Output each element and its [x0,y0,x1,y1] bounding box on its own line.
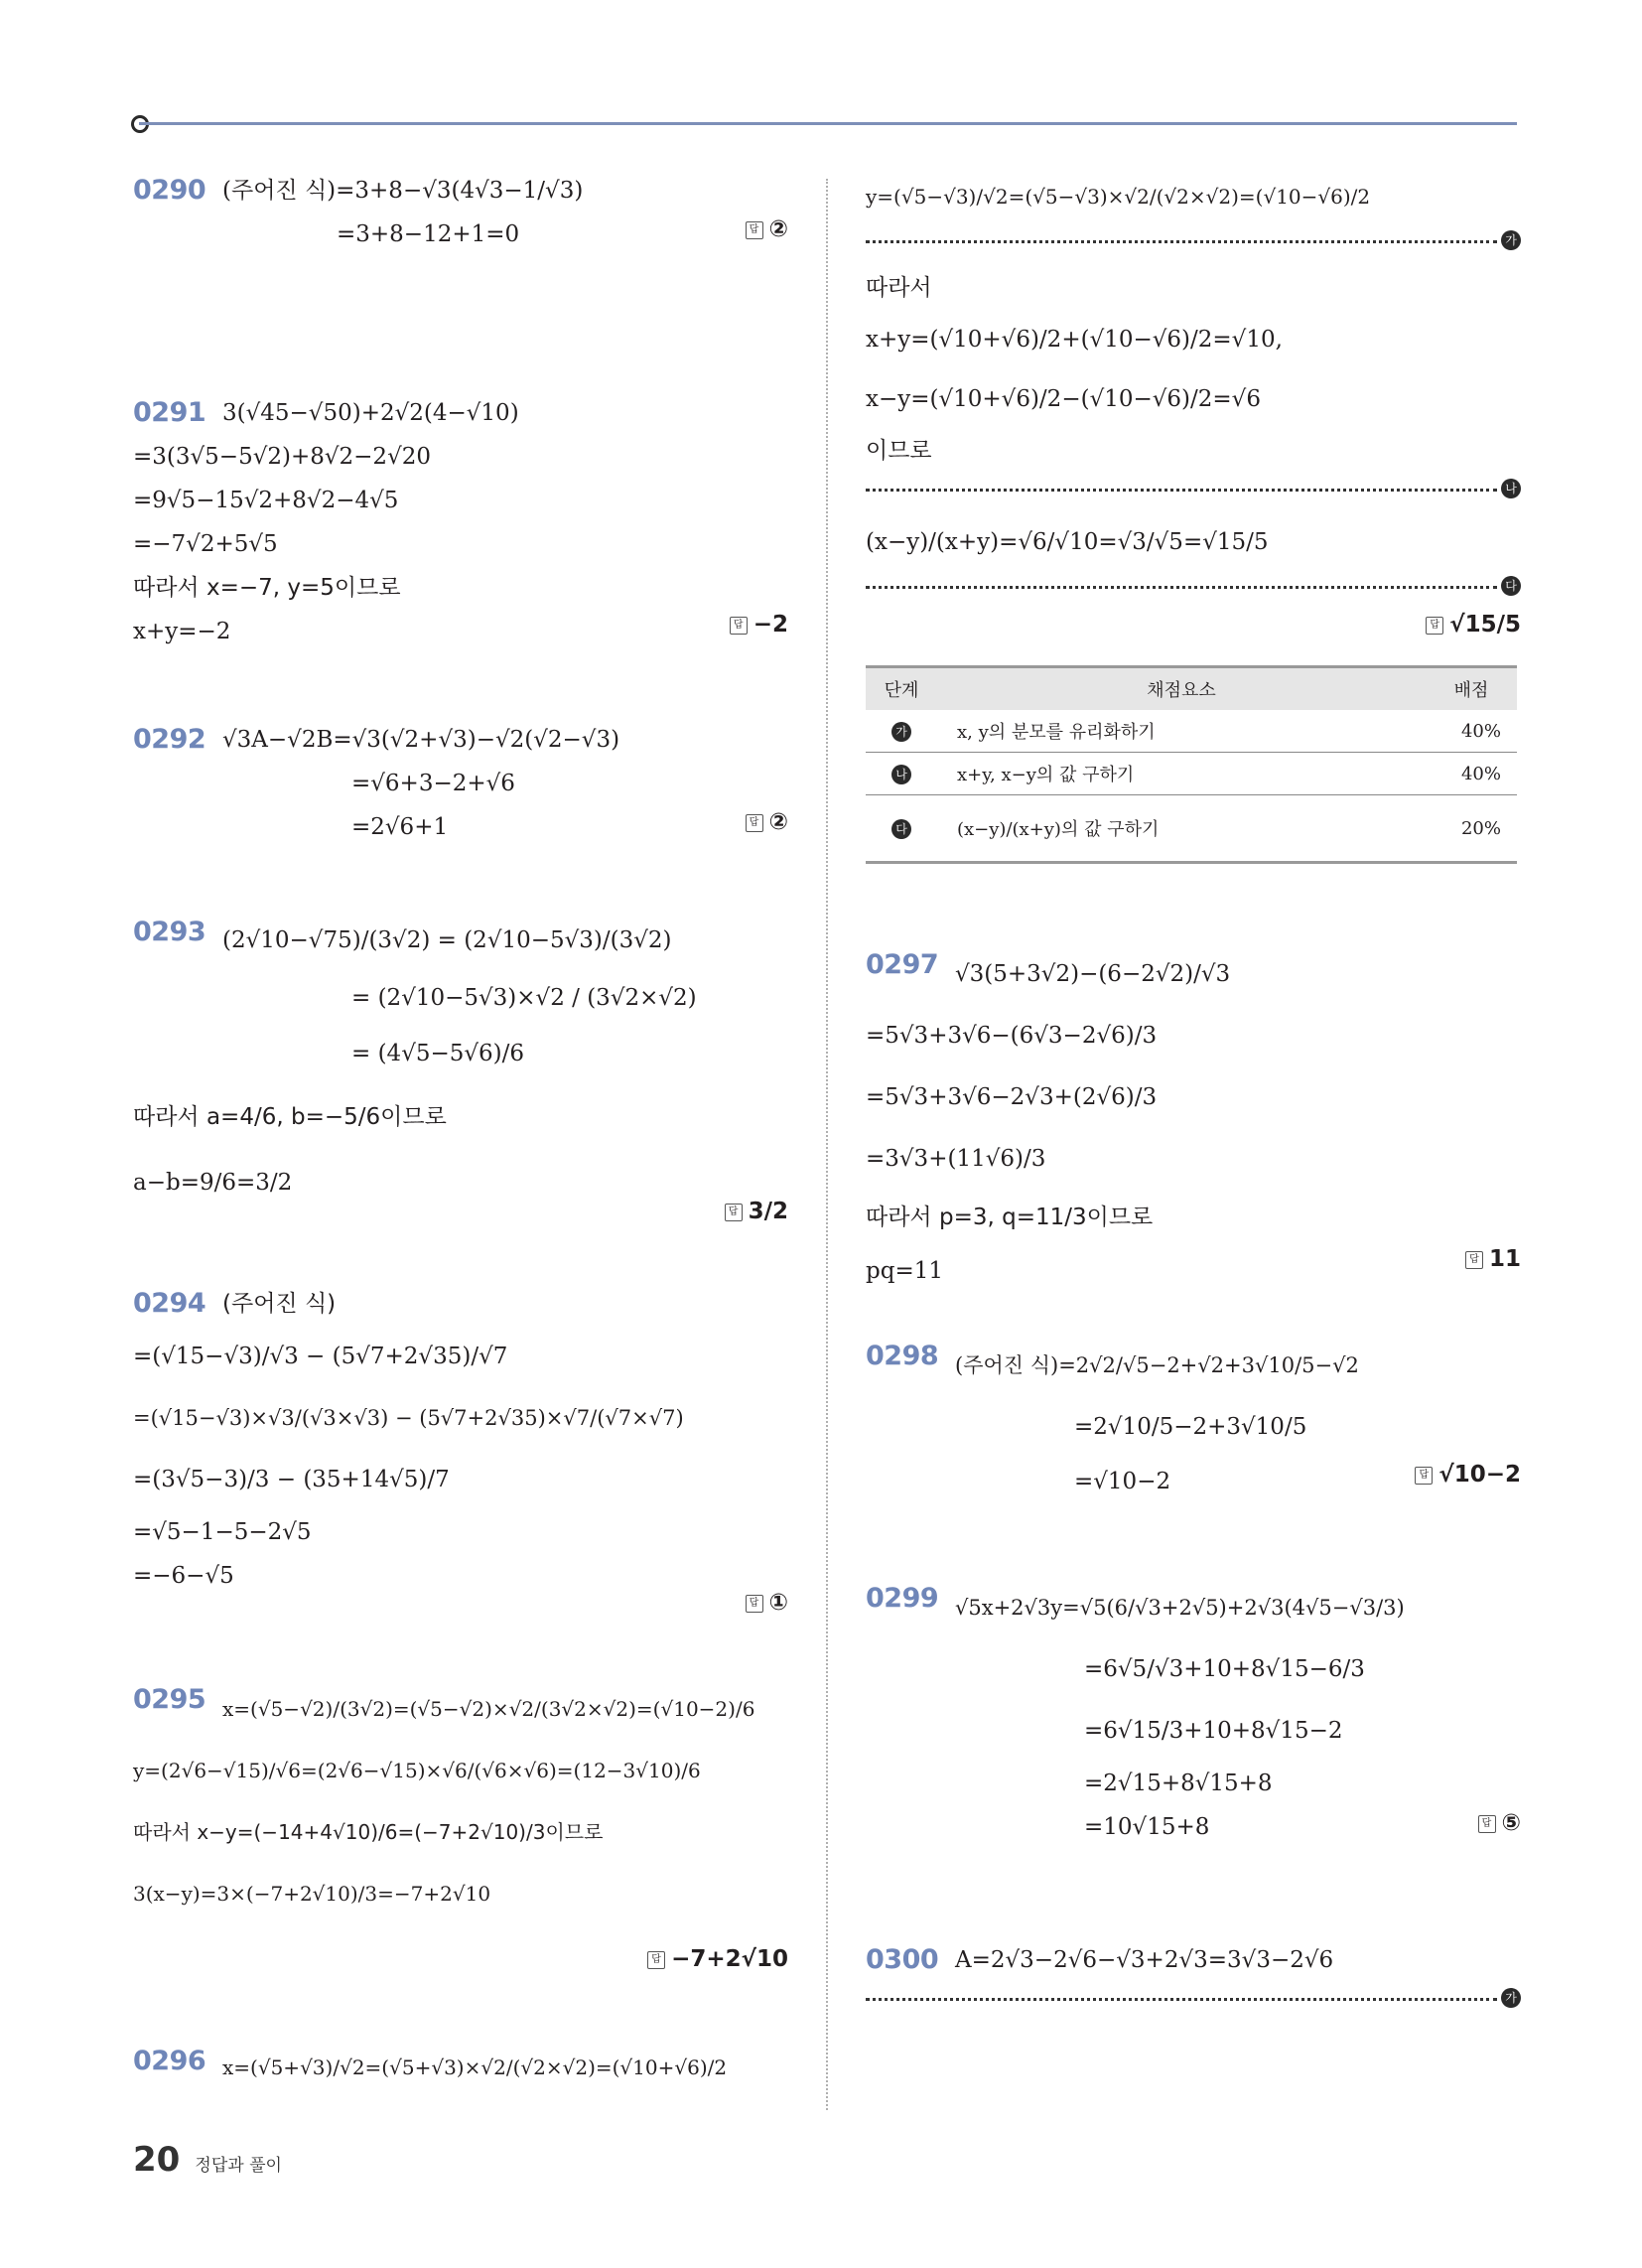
solution-line: 따라서 p=3, q=11/3이므로 [866,1205,1154,1230]
problem-0299 [866,1577,1521,1905]
answer-icon: 답 [1465,1251,1483,1269]
problem-0296 [133,2040,788,2119]
step-na-icon: 나 [1501,479,1521,498]
solution-line: √3A−√2B=√3(√2+√3)−√2(√2−√3) [222,727,620,753]
solution-line: = (4√5−5√6)/6 [351,1041,525,1066]
table-cell: (x−y)/(x+y)의 값 구하기 [937,795,1426,863]
solution-line: 따라서 [866,275,932,301]
solution-line: =5√3+3√6−2√3+(2√6)/3 [866,1084,1158,1110]
step-na-icon: 나 [891,765,911,784]
solution-line: =5√3+3√6−(6√3−2√6)/3 [866,1023,1158,1049]
answer-icon: 답 [1426,617,1443,635]
scoring-table [866,665,1517,864]
solution-line: y=(2√6−√15)/√6=(2√6−√15)×√6/(√6×√6)=(12−3√10)/6 [133,1759,701,1782]
solution-line: =−7√2+5√5 [133,531,278,557]
step-ga-icon: 가 [891,722,911,742]
problem-0297 [866,943,1521,1301]
table-cell: 40% [1426,753,1517,795]
solution-line: = (2√10−5√3)×√2 / (3√2×√2) [351,985,697,1011]
answer: 답 −2 [730,612,788,638]
answer-icon: 답 [746,221,763,239]
solution-line: (주어진 식)=3+8−√3(4√3−1/√3) [222,178,584,204]
answer: 답 ① [746,1590,788,1616]
table-header: 채점요소 [937,667,1426,711]
step-marker-ga [866,1988,1521,2010]
column-divider [826,179,828,2110]
solution-line: (x−y)/(x+y)=√6/√10=√3/√5=√15/5 [866,529,1269,555]
solution-line: A=2√3−2√6−√3+2√3=3√3−2√6 [955,1947,1334,1973]
problem-0290 [133,169,788,357]
solution-line: √5x+2√3y=√5(6/√3+2√5)+2√3(4√5−√3/3) [955,1596,1405,1620]
page-label: 정답과 풀이 [195,2156,282,2176]
problem-number: 0299 [866,1583,939,1614]
answer-icon: 답 [730,617,748,635]
solution-line: 따라서 x=−7, y=5이므로 [133,575,401,601]
solution-line: =√6+3−2+√6 [351,771,515,796]
problem-number: 0293 [133,917,206,947]
problem-number: 0291 [133,397,206,428]
table-header: 배점 [1426,667,1517,711]
solution-line: √3(5+3√2)−(6−2√2)/√3 [955,961,1231,987]
table-row [866,710,1517,753]
solution-line: =6√5/√3+10+8√15−6/3 [1084,1656,1365,1682]
solution-line: x=(√5+√3)/√2=(√5+√3)×√2/(√2×√2)=(√10+√6)/2 [222,2055,728,2079]
solution-line: =9√5−15√2+8√2−4√5 [133,488,399,513]
solution-line: =−6−√5 [133,1563,234,1589]
answer-row [866,612,1521,655]
problem-0292 [133,718,788,877]
page-number: 20 [133,2140,181,2180]
solution-line: 이므로 [866,438,932,464]
problem-0295 [133,1678,788,2006]
step-ga-icon: 가 [1501,1988,1521,2008]
table-cell: 40% [1426,710,1517,753]
step-marker-na [866,479,1521,500]
answer-icon: 답 [746,814,763,832]
table-cell: 20% [1426,795,1517,863]
solution-line: x=(√5−√2)/(3√2)=(√5−√2)×√2/(3√2×√2)=(√10−2)/6 [222,1697,755,1721]
answer-icon: 답 [647,1951,665,1969]
solution-line: =2√6+1 [351,814,449,840]
answer-icon: 답 [746,1595,763,1613]
problem-0300 [866,1938,1521,2018]
problem-number: 0290 [133,175,206,206]
solution-line: 3(x−y)=3×(−7+2√10)/3=−7+2√10 [133,1882,491,1906]
step-marker-da [866,576,1521,598]
solution-line: x+y=−2 [133,619,231,644]
solution-line: (주어진 식) [222,1291,337,1317]
solution-line: =3√3+(11√6)/3 [866,1146,1046,1172]
solution-line: a−b=9/6=3/2 [133,1170,293,1196]
answer: 답 ⑤ [1478,1810,1521,1836]
solution-line: 3(√45−√50)+2√2(4−√10) [222,400,519,426]
answer-icon: 답 [1415,1467,1433,1485]
problem-0293 [133,911,788,1248]
table-cell: x, y의 분모를 유리화하기 [937,710,1426,753]
answer: 답 √15/5 [1426,612,1521,638]
problem-number: 0298 [866,1341,939,1371]
answer: 답 √10−2 [1415,1462,1521,1488]
problem-0291 [133,391,788,684]
solution-line: (주어진 식)=2√2/√5−2+√2+3√10/5−√2 [955,1353,1359,1377]
solution-line: pq=11 [866,1258,943,1284]
solution-line: =√10−2 [1074,1469,1171,1494]
solution-line: =10√15+8 [1084,1814,1210,1840]
problem-number: 0300 [866,1944,939,1975]
step-ga-icon: 가 [1501,230,1521,250]
answer: 답 −7+2√10 [647,1946,788,1972]
page-footer [133,2140,282,2180]
right-column [866,169,1521,2052]
solution-line: =(√15−√3)×√3/(√3×√3) − (5√7+2√35)×√7/(√7×√7) [133,1406,684,1430]
step-da-icon: 다 [891,819,911,839]
solution-line: =(√15−√3)/√3 − (5√7+2√35)/√7 [133,1344,508,1369]
problem-0298 [866,1335,1521,1543]
solution-line: =(3√5−3)/3 − (35+14√5)/7 [133,1467,450,1492]
answer: 답 3/2 [725,1199,788,1224]
problem-number: 0297 [866,949,939,980]
table-row [866,795,1517,863]
solution-line: x−y=(√10+√6)/2−(√10−√6)/2=√6 [866,386,1261,412]
answer-icon: 답 [1478,1815,1496,1833]
left-column [133,169,788,2153]
answer: 답 11 [1465,1246,1521,1272]
answer: 답 ② [746,216,788,242]
solution-line: 따라서 x−y=(−14+4√10)/6=(−7+2√10)/3이므로 [133,1820,604,1844]
answer-icon: 답 [725,1204,743,1221]
table-header: 단계 [866,667,937,711]
solution-line: (2√10−√75)/(3√2) = (2√10−5√3)/(3√2) [222,927,672,953]
table-row [866,753,1517,795]
solution-line: =3(3√5−5√2)+8√2−2√20 [133,444,431,470]
solution-line: y=(√5−√3)/√2=(√5−√3)×√2/(√2×√2)=(√10−√6)/2 [866,185,1371,209]
step-marker-ga [866,230,1521,252]
solution-line: =2√10/5−2+3√10/5 [1074,1414,1307,1440]
problem-number: 0295 [133,1684,206,1715]
solution-line: =2√15+8√15+8 [1084,1771,1273,1796]
solution-line: =6√15/3+10+8√15−2 [1084,1718,1343,1744]
problem-number: 0296 [133,2046,206,2076]
table-cell: x+y, x−y의 값 구하기 [937,753,1426,795]
problem-number: 0292 [133,724,206,755]
header-rule [139,122,1517,125]
solution-line: x+y=(√10+√6)/2+(√10−√6)/2=√10, [866,327,1283,353]
problem-0294 [133,1282,788,1644]
solution-line: =√5−1−5−2√5 [133,1519,312,1545]
step-da-icon: 다 [1501,576,1521,596]
answer: 답 ② [746,809,788,835]
solution-line: 따라서 a=4/6, b=−5/6이므로 [133,1104,447,1130]
problem-number: 0294 [133,1288,206,1319]
solution-line: =3+8−12+1=0 [337,221,520,247]
